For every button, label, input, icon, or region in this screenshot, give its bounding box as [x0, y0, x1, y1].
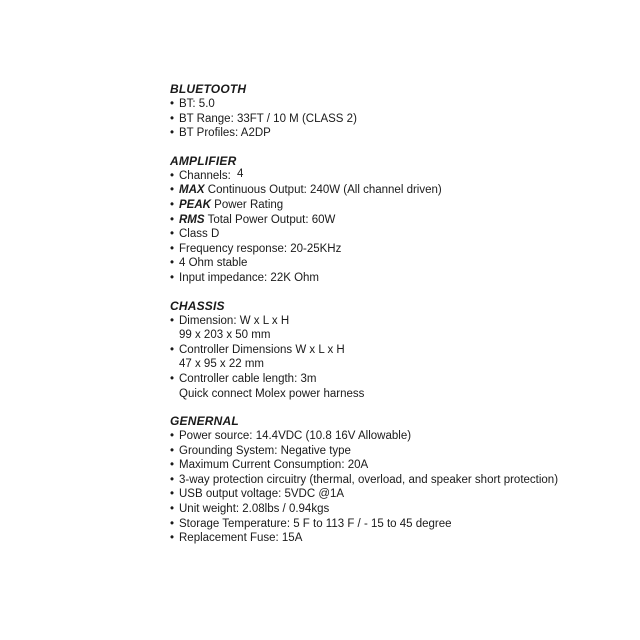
cable-length-text: Controller cable length: 3m	[179, 372, 317, 385]
bt-version-text: BT: 5.0	[179, 98, 215, 110]
list-item	[170, 242, 630, 257]
molex-harness-text: Quick connect Molex power harness	[179, 387, 365, 400]
grounding-text: Grounding System: Negative type	[179, 444, 351, 457]
max-output-text: Continuous Output: 240W (All channel driven)	[207, 184, 442, 197]
list-item	[170, 169, 630, 184]
list-item	[170, 213, 630, 228]
bullet-icon: •	[170, 169, 175, 182]
list-item	[170, 372, 630, 401]
list-item	[170, 517, 630, 532]
list-item	[170, 97, 630, 112]
list-item	[170, 112, 630, 127]
list-item	[170, 531, 630, 546]
peak-rating-text: Power Rating	[214, 198, 284, 211]
impedance-text: Input impedance: 22K Ohm	[179, 271, 319, 284]
bullet-icon: •	[170, 314, 175, 327]
section-title-general: GENERNAL	[170, 414, 239, 429]
bullet-icon: •	[170, 112, 175, 125]
section-title-amplifier: AMPLIFIER	[170, 153, 237, 168]
section-title-chassis: CHASSIS	[170, 298, 225, 313]
bullet-icon: •	[170, 198, 175, 211]
bullet-icon: •	[170, 213, 175, 226]
bullet-icon: •	[170, 444, 175, 457]
bullet-icon: •	[170, 372, 175, 385]
list-item	[170, 271, 630, 286]
peak-emphasis: PEAK	[179, 198, 211, 211]
bullet-icon: •	[170, 257, 175, 270]
dimension-value: 99 x 203 x 50 mm	[179, 329, 271, 342]
bullet-icon: •	[170, 228, 175, 241]
storage-temperature-text: Storage Temperature: 5 F to 113 F / - 15 to 45 degree	[179, 517, 452, 530]
controller-dimension-value: 47 x 95 x 22 mm	[179, 358, 265, 371]
bullet-icon: •	[170, 473, 175, 486]
chassis-list	[170, 314, 630, 402]
bt-range-text: BT Range: 33FT / 10 M (CLASS 2)	[179, 112, 357, 125]
spec-sheet	[170, 82, 630, 546]
power-source-text: Power source: 14.4VDC (10.8 16V Allowable)	[179, 430, 412, 443]
list-item	[170, 429, 630, 444]
amplifier-list	[170, 169, 630, 286]
list-item	[170, 198, 630, 213]
list-item	[170, 343, 630, 372]
list-item	[170, 126, 630, 141]
usb-output-text: USB output voltage: 5VDC @1A	[179, 488, 345, 501]
bullet-icon: •	[170, 271, 175, 284]
bullet-icon: •	[170, 488, 175, 501]
class-text: Class D	[179, 228, 220, 241]
bullet-icon: •	[170, 459, 175, 472]
max-current-text: Maximum Current Consumption: 20A	[179, 459, 369, 472]
frequency-text: Frequency response: 20-25KHz	[179, 242, 342, 255]
unit-weight-text: Unit weight: 2.08lbs / 0.94kgs	[179, 503, 330, 516]
bullet-icon: •	[170, 184, 175, 197]
list-item	[170, 227, 630, 242]
bullet-icon: •	[170, 430, 175, 443]
bullet-icon: •	[170, 98, 175, 110]
controller-dimension-label: Controller Dimensions W x L x H	[179, 343, 345, 356]
ohm-stable-text: 4 Ohm stable	[179, 257, 248, 270]
section-amplifier	[170, 154, 630, 286]
channels-label: Channels:	[179, 169, 231, 182]
rms-output-text: Total Power Output: 60W	[207, 213, 336, 226]
section-bluetooth	[170, 82, 630, 141]
general-list	[170, 429, 630, 546]
list-item	[170, 183, 630, 198]
replacement-fuse-text: Replacement Fuse: 15A	[179, 532, 303, 545]
bullet-icon: •	[170, 242, 175, 255]
max-emphasis: MAX	[179, 184, 205, 197]
bullet-icon: •	[170, 517, 175, 530]
list-item	[170, 487, 630, 502]
bullet-icon: •	[170, 503, 175, 516]
protection-text: 3-way protection circuitry (thermal, overload, and speaker short protection)	[179, 473, 559, 486]
section-chassis	[170, 299, 630, 402]
section-general	[170, 414, 630, 546]
bt-profiles-text: BT Profiles: A2DP	[179, 127, 271, 140]
dimension-label: Dimension: W x L x H	[179, 314, 290, 327]
section-title-bluetooth: BLUETOOTH	[170, 82, 247, 96]
bullet-icon: •	[170, 127, 175, 140]
bluetooth-list	[170, 97, 630, 141]
list-item	[170, 458, 630, 473]
list-item	[170, 444, 630, 459]
list-item	[170, 473, 630, 488]
list-item	[170, 314, 630, 343]
list-item	[170, 256, 630, 271]
list-item	[170, 502, 630, 517]
rms-emphasis: RMS	[179, 213, 205, 226]
bullet-icon: •	[170, 532, 175, 545]
channels-value: 4	[237, 167, 244, 180]
bullet-icon: •	[170, 343, 175, 356]
